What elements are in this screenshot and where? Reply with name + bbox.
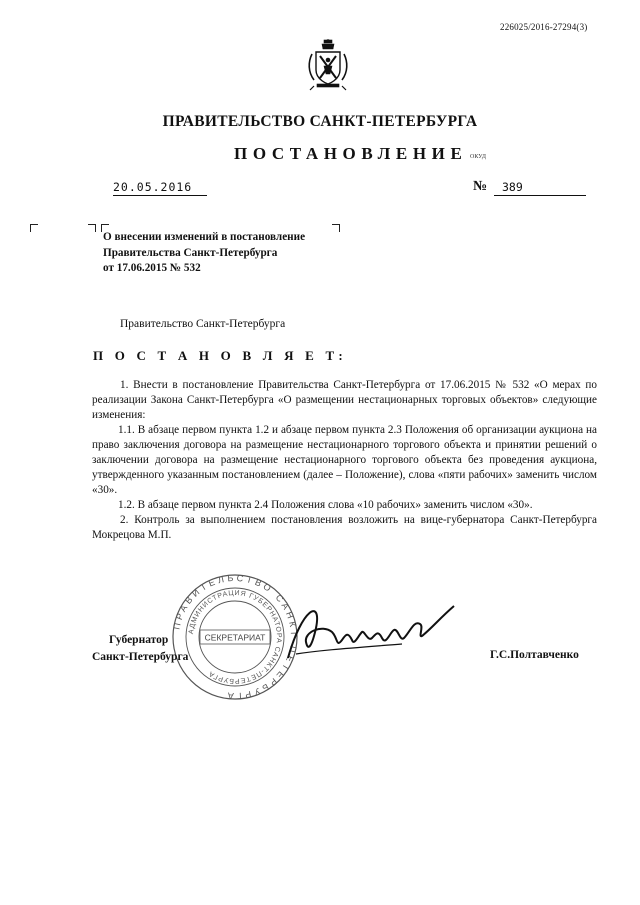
subject-line: О внесении изменений в постановление: [103, 231, 306, 243]
document-body: [92, 378, 597, 543]
document-type: ПОСТАНОВЛЕНИЕ: [234, 144, 468, 163]
position-line-2: Санкт-Петербурга: [92, 651, 189, 663]
document-subject: [103, 230, 363, 277]
position-line-1: Губернатор: [109, 634, 169, 646]
document-number: 389: [494, 180, 586, 196]
bracket-corner-left-outer: [30, 224, 38, 232]
signatory-position: [92, 632, 188, 666]
paragraph-2: 2. Контроль за выполнением постановления возложить на вице-губернатора Санкт-Петербурга Мокрецова М.П.: [92, 514, 597, 541]
paragraph-1-2: 1.2. В абзаце первом пункта 2.4 Положения слова «10 рабочих» заменить числом «30».: [118, 499, 533, 511]
document-id: 226025/2016-27294(3): [500, 22, 588, 32]
organization-title: ПРАВИТЕЛЬСТВО САНКТ-ПЕТЕРБУРГА: [162, 113, 478, 130]
document-date: 20.05.2016: [113, 180, 207, 196]
number-label: №: [473, 179, 488, 194]
subject-line: от 17.06.2015 № 532: [103, 262, 201, 274]
stamp-center-text: СЕКРЕТАРИАТ: [204, 632, 266, 643]
stamp-outer-text: ПРАВИТЕЛЬСТВО САНКТ-ПЕТЕРБУРГА: [171, 572, 300, 702]
subject-line: Правительства Санкт-Петербурга: [103, 246, 278, 259]
coat-of-arms-emblem-icon: [306, 38, 350, 92]
bracket-corner-left-inner: [88, 224, 96, 232]
paragraph-1: 1. Внести в постановление Правительства Санкт-Петербурга от 17.06.2015 № 532 «О мерах по реализации Закона Санкт-Петербурга «О размещении нестационарных торговых объектов» следующие изменения:: [92, 379, 597, 421]
official-stamp: [170, 572, 300, 702]
paragraph-1-1: 1.1. В абзаце первом пункта 1.2 и абзаце первом пункта 2.3 Положения об организации аукциона на право заключения договора на размещение нестационарного торгового объекта и принятии решений о заключении договора на размещение нестационарного торгового объекта без проведения аукциона, утвержденного указанным постановлением (далее – Положение), слова «пяти рабочих» заменить числом «30».: [92, 424, 597, 496]
handwritten-signature: [282, 598, 462, 668]
okud-label: ОКУД: [470, 154, 486, 160]
decree-word: П О С Т А Н О В Л Я Е Т:: [93, 348, 347, 363]
preamble: Правительство Санкт-Петербурга: [120, 318, 286, 330]
stamp-inner-text: АДМИНИСТРАЦИЯ ГУБЕРНАТОРА САНКТ-ПЕТЕРБУРГА: [188, 589, 283, 685]
signatory-name: Г.С.Полтавченко: [490, 649, 579, 661]
